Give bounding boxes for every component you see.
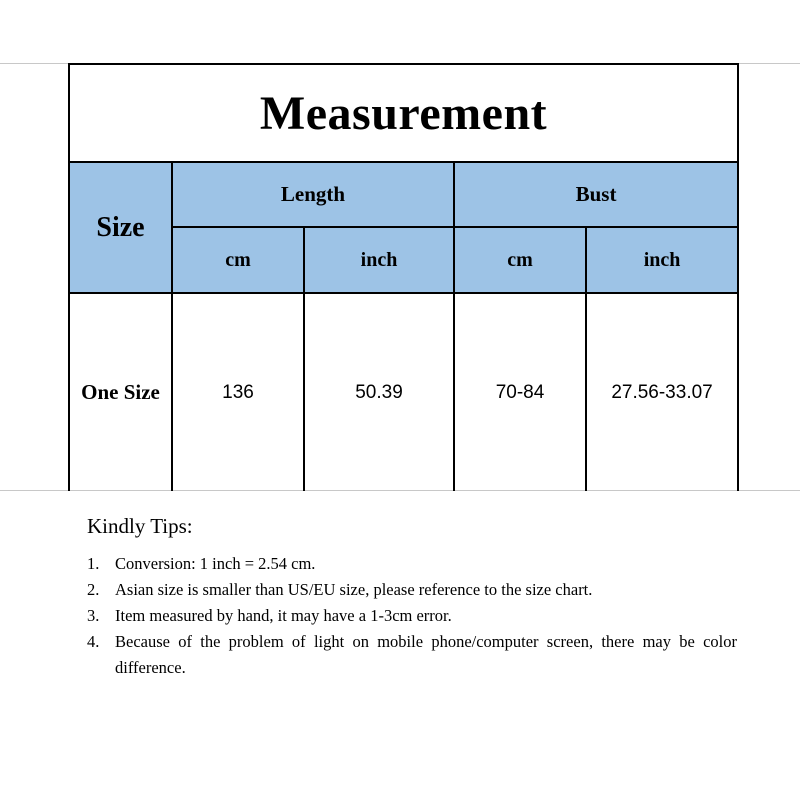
- tip-number: 4.: [87, 632, 100, 651]
- list-item: [87, 603, 737, 629]
- size-column-header: Size: [69, 162, 172, 293]
- bust-group-header: Bust: [454, 162, 738, 227]
- row-size-label: One Size: [69, 293, 172, 491]
- bust-cm-value: 70-84: [454, 293, 586, 491]
- list-item: [87, 551, 737, 577]
- length-inch-header: inch: [304, 227, 454, 293]
- table-row: [69, 293, 738, 491]
- table-title: Measurement: [69, 64, 738, 162]
- group-header-row: [69, 162, 738, 227]
- bust-inch-header: inch: [586, 227, 738, 293]
- list-item: [87, 577, 737, 603]
- length-group-header: Length: [172, 162, 454, 227]
- length-cm-value: 136: [172, 293, 304, 491]
- kindly-tips: [87, 514, 737, 681]
- bust-cm-header: cm: [454, 227, 586, 293]
- length-inch-value: 50.39: [304, 293, 454, 491]
- tip-text: Because of the problem of light on mobile phone/computer screen, there may be color difference.: [115, 632, 737, 677]
- size-chart-table: [68, 63, 739, 491]
- tip-text: Item measured by hand, it may have a 1-3cm error.: [115, 606, 452, 625]
- tip-number: 2.: [87, 580, 100, 599]
- bust-inch-value: 27.56-33.07: [586, 293, 738, 491]
- length-cm-header: cm: [172, 227, 304, 293]
- tip-number: 1.: [87, 554, 100, 573]
- tip-text: Asian size is smaller than US/EU size, please reference to the size chart.: [115, 580, 593, 599]
- title-row: [69, 64, 738, 162]
- list-item: [87, 629, 737, 681]
- tip-number: 3.: [87, 606, 100, 625]
- tips-title: Kindly Tips:: [87, 514, 193, 538]
- tip-text: Conversion: 1 inch = 2.54 cm.: [115, 554, 316, 573]
- tips-list: [87, 551, 737, 681]
